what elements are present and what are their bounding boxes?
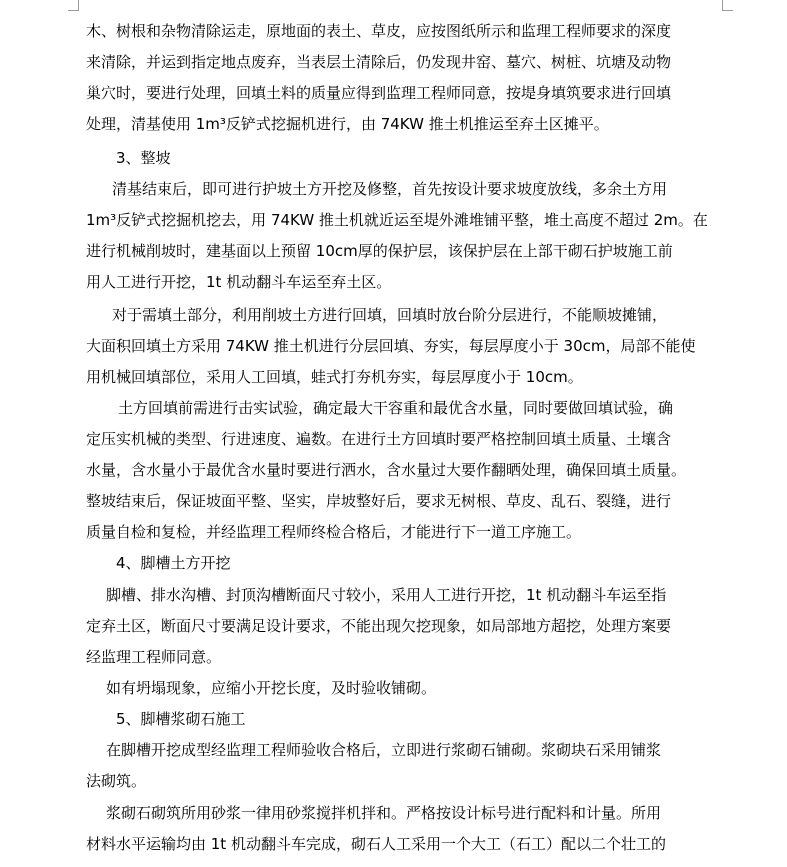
text-line: 1m³反铲式挖掘机挖去，用 74KW 推土机就近运至堤外滩堆铺平整，堆土高度不超过 2m。在 — [86, 211, 708, 229]
text-line: 如有坍塌现象，应缩小开挖长度，及时验收铺砌。 — [106, 679, 437, 697]
text-line: 整坡结束后，保证坡面平整、坚实，岸坡整好后，要求无树根、草皮、乱石、裂缝，进行 — [86, 492, 672, 510]
text-line: 对于需填土部分，利用削坡土方进行回填，回填时放台阶分层进行，不能顺坡摊铺， — [112, 306, 668, 324]
text-line: 脚槽、排水沟槽、封顶沟槽断面尺寸较小，采用人工进行开挖，1t 机动翻斗车运至指 — [106, 586, 667, 604]
text-line: 法砌筑。 — [86, 772, 147, 790]
text-line: 经监理工程师同意。 — [86, 648, 222, 666]
crop-mark-top-left — [68, 0, 79, 11]
text-line: 土方回填前需进行击实试验，确定最大干容重和最优含水量，同时要做回填试验，确 — [118, 399, 674, 417]
text-line: 定压实机械的类型、行进速度、遍数。在进行土方回填时要严格控制回填土质量、土壤含 — [86, 430, 672, 448]
text-line: 定弃土区，断面尺寸要满足设计要求，不能出现欠挖现象，如局部地方超挖，处理方案要 — [86, 617, 672, 635]
text-line: 质量自检和复检，并经监理工程师终检合格后，才能进行下一道工序施工。 — [86, 523, 582, 541]
heading-text: 5、脚槽浆砌石施工 — [116, 710, 246, 728]
heading-text: 3、整坡 — [116, 149, 171, 167]
section-heading-toe-trench-excavation — [86, 548, 712, 579]
text-line: 用人工进行开挖，1t 机动翻斗车运至弃土区。 — [86, 273, 392, 291]
text-line: 清基结束后，即可进行护坡土方开挖及修整，首先按设计要求坡度放线，多余土方用 — [112, 180, 668, 198]
text-line: 浆砌石砌筑所用砂浆一律用砂浆搅拌机拌和。严格按设计标号进行配料和计量。所用 — [106, 804, 662, 822]
paragraph-trench-excavation — [86, 580, 712, 673]
paragraph-compaction-test — [86, 393, 712, 548]
paragraph-site-clearing — [86, 16, 712, 140]
text-line: 进行机械削坡时，建基面以上预留 10cm厚的保护层，该保护层在上部干砌石护坡施工前 — [86, 242, 673, 260]
text-line: 在脚槽开挖成型经监理工程师验收合格后，立即进行浆砌石铺砌。浆砌块石采用铺浆 — [106, 741, 662, 759]
text-line: 大面积回填土方采用 74KW 推土机进行分层回填、夯实，每层厚度小于 30cm，局部不能使 — [86, 337, 696, 355]
paragraph-mortar — [86, 798, 712, 860]
paragraph-backfill — [86, 300, 712, 393]
paragraph-collapse-handling — [86, 673, 712, 704]
crop-mark-top-right — [722, 0, 733, 11]
text-line: 巢穴时，要进行处理，回填土料的质量应得到监理工程师同意，按堤身填筑要求进行回填 — [86, 84, 672, 102]
paragraph-slope-excavation — [86, 174, 712, 298]
text-line: 水量，含水量小于最优含水量时要进行洒水，含水量过大要作翻晒处理，确保回填土质量。 — [86, 461, 687, 479]
section-heading-masonry — [86, 704, 712, 735]
text-line: 木、树根和杂物清除运走，原地面的表土、草皮，应按图纸所示和监理工程师要求的深度 — [86, 22, 672, 40]
text-line: 材料水平运输均由 1t 机动翻斗车完成，砌石人工采用一个大工（石工）配以二个壮工的 — [86, 835, 666, 853]
section-heading-slope-trimming — [86, 143, 712, 174]
text-line: 用机械回填部位，采用人工回填，蛙式打夯机夯实，每层厚度小于 10cm。 — [86, 368, 583, 386]
paragraph-masonry-start — [86, 735, 712, 797]
text-line: 来清除，并运到指定地点废弃，当表层土清除后，仍发现井窑、墓穴、树桩、坑塘及动物 — [86, 53, 672, 71]
text-line: 处理，清基使用 1m³反铲式挖掘机进行，由 74KW 推土机推运至弃土区摊平。 — [86, 115, 609, 133]
heading-text: 4、脚槽土方开挖 — [116, 554, 231, 572]
